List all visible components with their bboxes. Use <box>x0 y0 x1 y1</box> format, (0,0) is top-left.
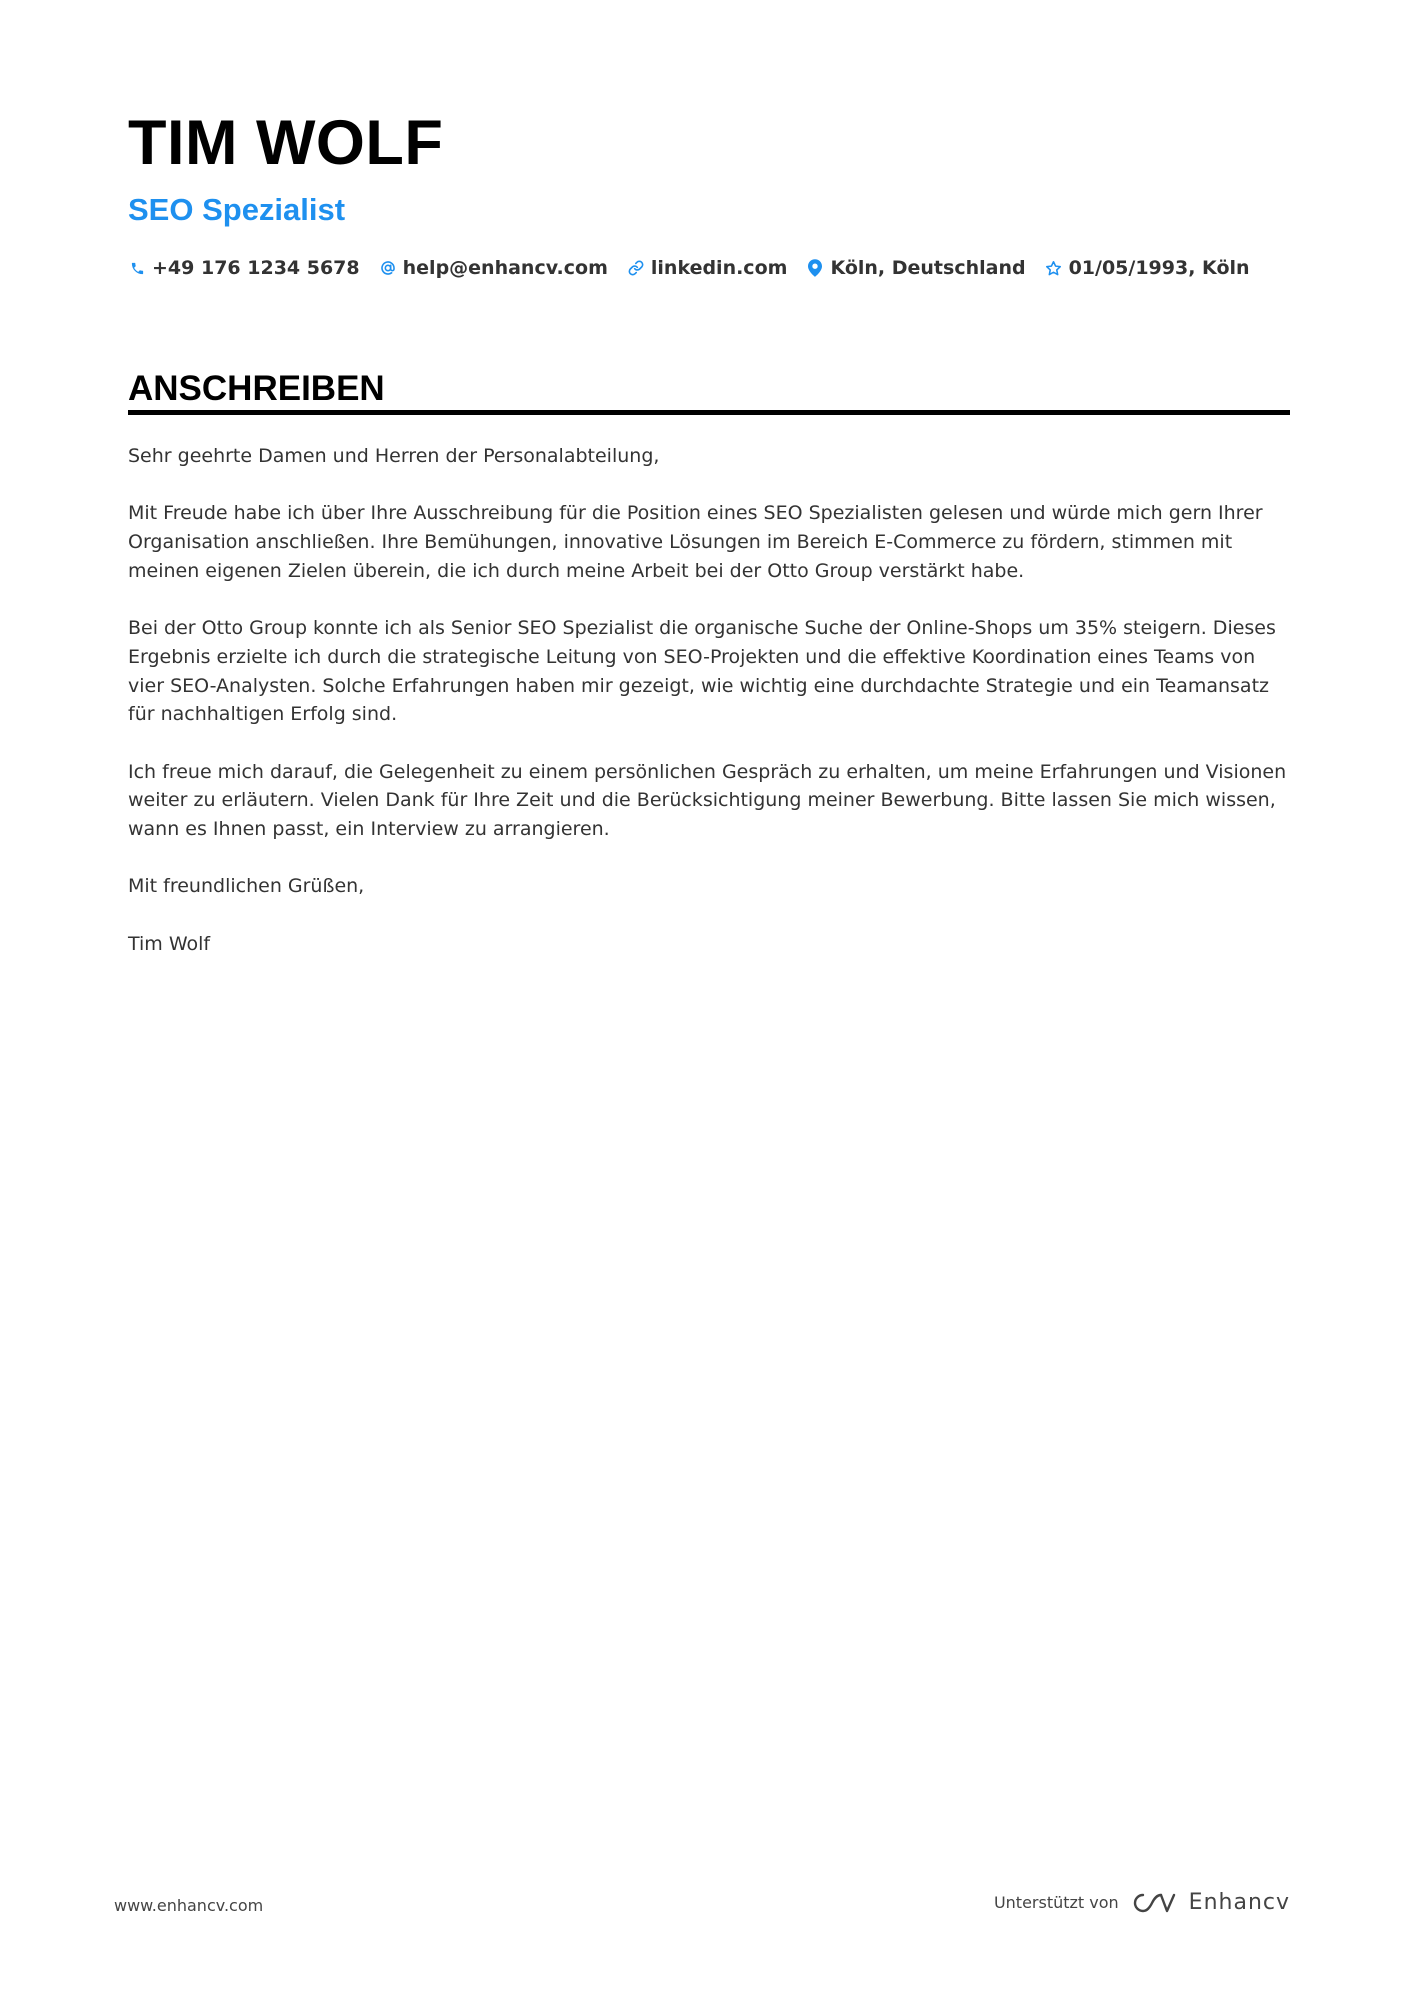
location-text: Köln, Deutschland <box>830 257 1026 279</box>
body-paragraph: Ich freue mich darauf, die Gelegenheit zu einem persönlichen Gespräch zu erhalten, um meine Erfahrungen und Visionen weiter zu erläutern. Vielen Dank für Ihre Zeit und die Berücksichtigung meiner Bewerbung. Bitte lassen Sie mich wissen, wann es Ihnen passt, ein Interview zu arrangieren. <box>128 760 1287 841</box>
at-icon <box>379 258 397 278</box>
enhancv-logo-icon <box>1131 1891 1177 1915</box>
email-address: help@enhancv.com <box>402 257 608 279</box>
powered-by <box>994 1890 1290 1915</box>
location-pin-icon <box>806 258 824 278</box>
contact-email <box>379 253 608 283</box>
footer-website-link[interactable]: www.enhancv.com <box>114 1896 264 1915</box>
signature: Tim Wolf <box>128 932 211 955</box>
contact-location <box>806 253 1025 283</box>
link-icon <box>627 258 645 278</box>
job-title: SEO Spezialist <box>128 192 346 227</box>
star-icon <box>1045 258 1063 278</box>
contact-phone <box>128 253 360 283</box>
body-paragraph: Bei der Otto Group konnte ich als Senior SEO Spezialist die organische Suche der Online-Shops um 35% steigern. Dieses Ergebnis erzielte ich durch die strategische Leitung von SEO-Projekten und die effektive Koordination eines Teams von vier SEO-Analysten. Solche Erfahrungen haben mir gezeigt, wie wichtig eine durchdachte Strategie und ein Teamansatz für nachhaltigen Erfolg sind. <box>128 617 1276 726</box>
salutation: Sehr geehrte Damen und Herren der Personalabteilung, <box>128 445 660 467</box>
contact-bar <box>128 253 1250 283</box>
powered-by-label: Unterstützt von <box>993 1893 1119 1912</box>
section-heading: ANSCHREIBEN <box>128 369 385 408</box>
section-divider <box>128 410 1290 415</box>
closing: Mit freundlichen Grüßen, <box>128 875 365 898</box>
applicant-name: TIM WOLF <box>128 108 444 178</box>
contact-linkedin <box>627 253 788 283</box>
birthdate-text: 01/05/1993, Köln <box>1068 257 1250 279</box>
contact-birthdate <box>1045 253 1250 283</box>
body-paragraph: Mit Freude habe ich über Ihre Ausschreibung für die Position eines SEO Spezialisten gelesen und würde mich gern Ihrer Organisation anschließen. Ihre Bemühungen, innovative Lösungen im Bereich E-Commerce zu fördern, stimmen mit meinen eigenen Zielen überein, die ich durch meine Arbeit bei der Otto Group verstärkt habe. <box>128 502 1263 582</box>
linkedin-link: linkedin.com <box>650 257 788 279</box>
brand-name: Enhancv <box>1188 1890 1290 1915</box>
letter-body <box>128 442 1290 987</box>
phone-icon <box>128 258 146 278</box>
phone-number: +49 176 1234 5678 <box>152 257 360 279</box>
